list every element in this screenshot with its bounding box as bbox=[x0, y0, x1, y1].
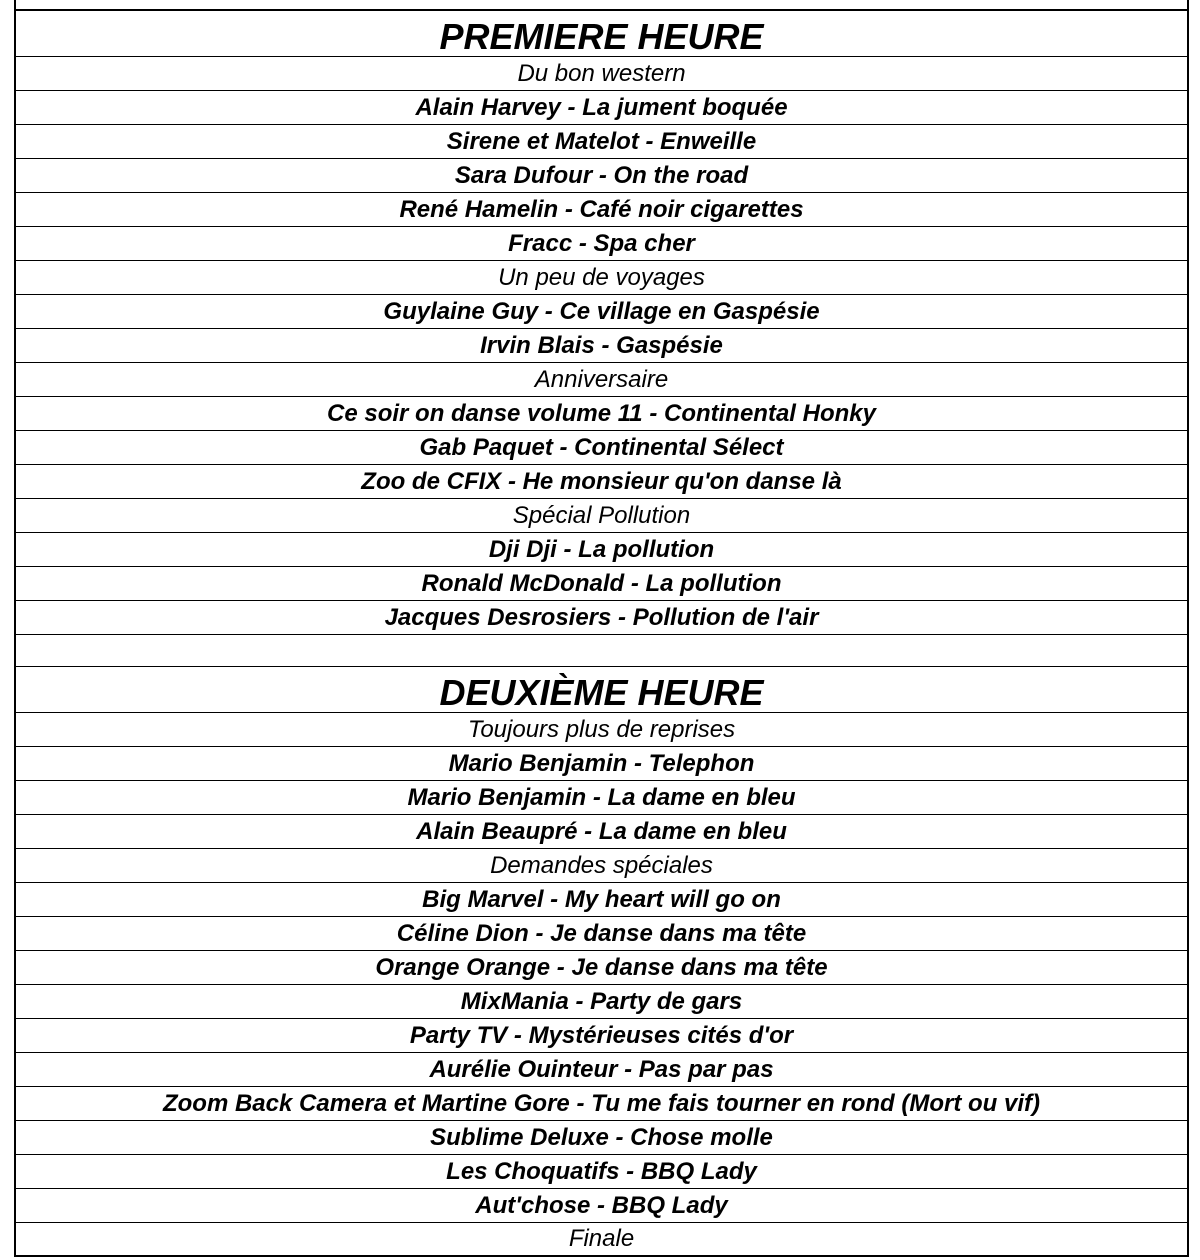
song-row: Sirene et Matelot - Enweille bbox=[16, 125, 1187, 159]
song-row: Dji Dji - La pollution bbox=[16, 533, 1187, 567]
segment-title: Un peu de voyages bbox=[16, 261, 1187, 295]
song-row: Fracc - Spa cher bbox=[16, 227, 1187, 261]
song-row: Alain Beaupré - La dame en bleu bbox=[16, 815, 1187, 849]
song-row: Sublime Deluxe - Chose molle bbox=[16, 1121, 1187, 1155]
song-row: Sara Dufour - On the road bbox=[16, 159, 1187, 193]
segment-title: Demandes spéciales bbox=[16, 849, 1187, 883]
song-row: MixMania - Party de gars bbox=[16, 985, 1187, 1019]
blank-row bbox=[16, 635, 1187, 667]
song-row: Mario Benjamin - Telephon bbox=[16, 747, 1187, 781]
playlist-sheet bbox=[14, 0, 1189, 1257]
hour-heading: PREMIERE HEURE bbox=[16, 11, 1187, 57]
song-row: Party TV - Mystérieuses cités d'or bbox=[16, 1019, 1187, 1053]
song-row: Ronald McDonald - La pollution bbox=[16, 567, 1187, 601]
song-row: Alain Harvey - La jument boquée bbox=[16, 91, 1187, 125]
song-row: Zoo de CFIX - He monsieur qu'on danse là bbox=[16, 465, 1187, 499]
song-row: Jacques Desrosiers - Pollution de l'air bbox=[16, 601, 1187, 635]
song-row: Les Choquatifs - BBQ Lady bbox=[16, 1155, 1187, 1189]
segment-title: Spécial Pollution bbox=[16, 499, 1187, 533]
top-border-row bbox=[16, 0, 1187, 11]
hour-heading: DEUXIÈME HEURE bbox=[16, 667, 1187, 713]
song-row: Aurélie Ouinteur - Pas par pas bbox=[16, 1053, 1187, 1087]
song-row: Orange Orange - Je danse dans ma tête bbox=[16, 951, 1187, 985]
song-row: Big Marvel - My heart will go on bbox=[16, 883, 1187, 917]
song-row: Ce soir on danse volume 11 - Continental Honky bbox=[16, 397, 1187, 431]
song-row: Aut'chose - BBQ Lady bbox=[16, 1189, 1187, 1223]
song-row: René Hamelin - Café noir cigarettes bbox=[16, 193, 1187, 227]
song-row: Irvin Blais - Gaspésie bbox=[16, 329, 1187, 363]
song-row: Mario Benjamin - La dame en bleu bbox=[16, 781, 1187, 815]
segment-title: Toujours plus de reprises bbox=[16, 713, 1187, 747]
song-row: Céline Dion - Je danse dans ma tête bbox=[16, 917, 1187, 951]
segment-title: Finale bbox=[16, 1223, 1187, 1257]
song-row: Zoom Back Camera et Martine Gore - Tu me fais tourner en rond (Mort ou vif) bbox=[16, 1087, 1187, 1121]
song-row: Guylaine Guy - Ce village en Gaspésie bbox=[16, 295, 1187, 329]
segment-title: Du bon western bbox=[16, 57, 1187, 91]
song-row: Gab Paquet - Continental Sélect bbox=[16, 431, 1187, 465]
segment-title: Anniversaire bbox=[16, 363, 1187, 397]
